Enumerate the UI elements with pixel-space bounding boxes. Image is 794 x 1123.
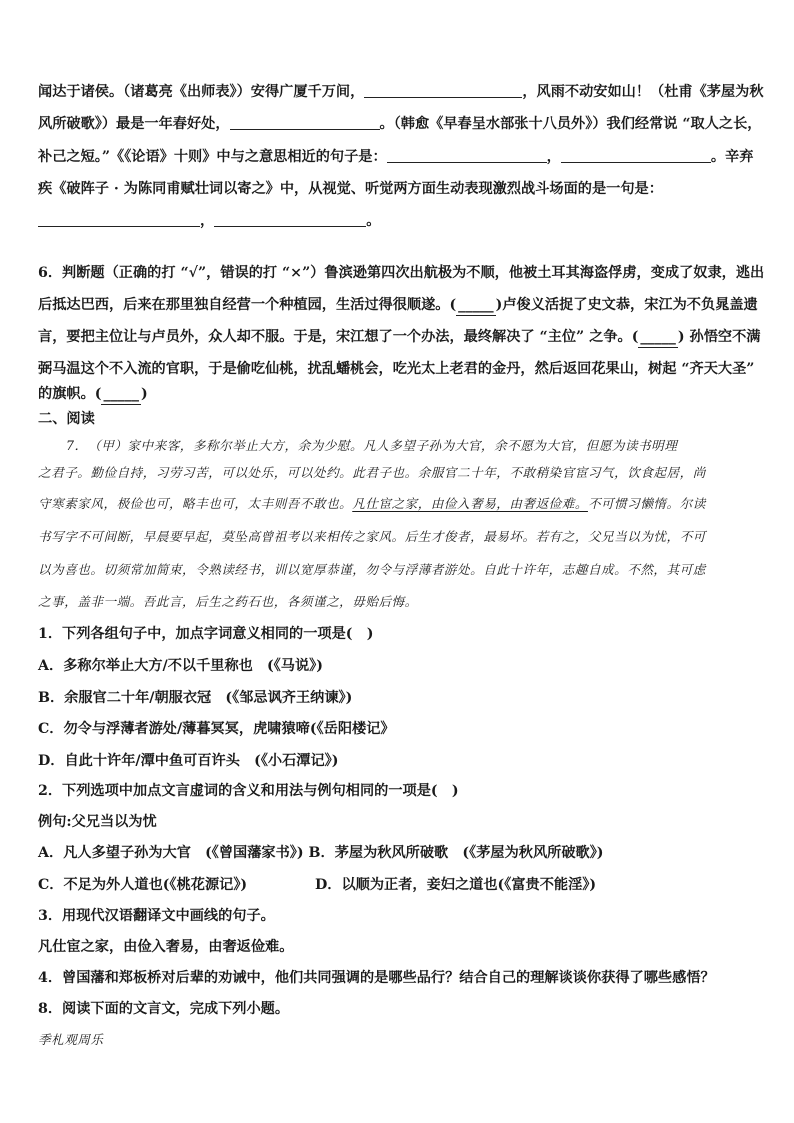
example-sentence: 例句:父兄当以为忧 bbox=[38, 814, 157, 830]
q6-line-4 bbox=[38, 359, 754, 379]
option-1c[interactable]: C．勿令与浮薄者游处/薄暮冥冥，虎啸猿啼(《岳阳楼记》 bbox=[38, 721, 395, 737]
fill-in-line-4 bbox=[38, 179, 663, 199]
answer-blank[interactable] bbox=[230, 115, 380, 130]
fill-in-text: 风所破歌》）最是一年春好处， bbox=[38, 116, 230, 132]
answer-paren[interactable]: _____ bbox=[101, 384, 140, 405]
q6-text: ) 孙悟空不满 bbox=[677, 329, 761, 345]
q6-text: 6．判断题（正确的打 “√”，错误的打 “×”）鲁滨逊第四次出航极为不顺，他被土耳其海盗俘虏，变成了奴隶，逃出 bbox=[38, 265, 765, 281]
passage-line-1: 7． （甲）家中来客，多称尔举止大方，余为少慰。凡人多望子孙为大官，余不愿为大官，但愿为读书明理 bbox=[66, 438, 678, 453]
question-8: 8．阅读下面的文言文，完成下列小题。 bbox=[38, 1001, 290, 1017]
q6-line-1 bbox=[38, 263, 764, 283]
passage-line-3 bbox=[38, 494, 706, 514]
passage-line-5: 以为喜也。切须常加简束，令熟读经书，训以宽厚恭谨，勿令与浮薄者游处。自此十许年，志趣自成。不然，其可虑 bbox=[38, 562, 706, 577]
fill-in-text: ，风雨不动安如山！（杜甫《茅屋为秋 bbox=[522, 84, 764, 100]
passage-line-6: 之事，盖非一端。吾此言，后生之药石也，各须谨之，毋贻后悔。 bbox=[38, 594, 418, 609]
answer-blank[interactable] bbox=[364, 83, 522, 98]
passage-text: 不可惯习懒惰。尔读 bbox=[587, 496, 706, 511]
option-2c[interactable]: C．不足为外人道也(《桃花源记》) bbox=[38, 877, 248, 893]
q6-text: 后抵达巴西，后来在那里独自经营一个种植园，生活过得很顺遂。( bbox=[38, 297, 457, 313]
question-2: 2．下列选项中加点文言虚词的含义和用法与例句相同的一项是( ) bbox=[38, 783, 459, 799]
q6-text: 弼马温这个不入流的官职，于是偷吃仙桃，扰乱蟠桃会，吃光太上老君的金丹，然后返回花果山，树起 “齐天大圣” bbox=[38, 361, 755, 377]
question-1: 1．下列各组句子中，加点字词意义相同的一项是( ) bbox=[38, 626, 374, 642]
answer-blank[interactable] bbox=[214, 212, 366, 227]
passage-line-4: 书写字不可间断，早晨要早起，莫坠高曾祖考以来相传之家风。后生才俊者，最易坏。若有之，父兄当以为忧，不可 bbox=[38, 529, 706, 544]
q6-text: 的旗帜。( bbox=[38, 386, 102, 402]
fill-in-text: 补己之短。”《《论语》十则》中与之意思相近的句子是： bbox=[38, 149, 387, 165]
fill-in-line-1 bbox=[38, 82, 764, 102]
option-1b[interactable]: B．余服官二十年/朝服衣冠 (《邹忌讽齐王纳谏》) bbox=[38, 690, 353, 706]
answer-blank[interactable] bbox=[38, 212, 200, 227]
answer-blank[interactable] bbox=[561, 148, 711, 163]
passage-line-2: 之君子。勤俭自持，习劳习苦，可以处乐，可以处约。此君子也。余服官二十年，不敢稍染官宦习气，饮食起居，尚 bbox=[38, 465, 706, 480]
option-2d[interactable]: D．以顺为正者，妾妇之道也(《富贵不能淫》) bbox=[315, 877, 597, 893]
underlined-sentence: 凡仕宦之家，由俭入奢易，由奢返俭难。 bbox=[352, 496, 588, 511]
question-3-sentence: 凡仕宦之家，由俭入奢易，由奢返俭难。 bbox=[38, 939, 294, 955]
q6-text: ) bbox=[140, 386, 148, 402]
q6-text: 言，要把主位让与卢员外，众人却不服。于是，宋江想了一个办法，最终解决了 “主位” 之争。( bbox=[38, 329, 639, 345]
question-3: 3．用现代汉语翻译文中画线的句子。 bbox=[38, 908, 275, 924]
q6-line-3 bbox=[38, 327, 760, 348]
section-heading: 二、阅读 bbox=[38, 411, 95, 427]
q6-text: )卢俊义活捉了史文恭，宋江为不负晁盖遗 bbox=[495, 297, 758, 313]
question-4: 4．曾国藩和郑板桥对后辈的劝诫中，他们共同强调的是哪些品行？结合自己的理解谈谈你获得了哪些感悟？ bbox=[38, 970, 715, 986]
passage-text: 守寒素家风，极俭也可，略丰也可，太丰则吾不敢也。 bbox=[38, 496, 353, 511]
answer-paren[interactable]: _____ bbox=[638, 327, 677, 348]
fill-in-text: ， bbox=[200, 213, 215, 229]
answer-paren[interactable]: _____ bbox=[456, 295, 495, 316]
fill-in-text: 。辛弃 bbox=[710, 149, 754, 165]
answer-blank[interactable] bbox=[387, 148, 547, 163]
q6-line-5 bbox=[38, 384, 148, 405]
fill-in-text: 。 bbox=[366, 213, 381, 229]
option-1d[interactable]: D．自此十许年/潭中鱼可百许头 (《小石潭记》) bbox=[38, 753, 339, 769]
option-1a[interactable]: A．多称尔举止大方/不以千里称也 (《马说》) bbox=[38, 658, 323, 674]
fill-in-line-2 bbox=[38, 114, 762, 134]
fill-in-text: 疾《破阵子 · 为陈同甫赋壮词以寄之》中，从视觉、听觉两方面生动表现激烈战斗场面的是一句是： bbox=[38, 181, 663, 197]
fill-in-text: 。（韩愈《早春呈水部张十八员外》）我们经常说 “取人之长， bbox=[379, 116, 762, 132]
option-2ab[interactable]: A．凡人多望子孙为大官 (《曾国藩家书》) B．茅屋为秋风所破歌 (《茅屋为秋风所破歌》) bbox=[38, 845, 604, 861]
q6-line-2 bbox=[38, 295, 758, 316]
fill-in-line-5 bbox=[38, 211, 380, 231]
fill-in-text: 闻达于诸侯。（诸葛亮《出师表》）安得广厦千万间， bbox=[38, 84, 365, 100]
fill-in-text: ， bbox=[546, 149, 561, 165]
fill-in-line-3 bbox=[38, 147, 753, 167]
passage-title: 季札观周乐 bbox=[38, 1032, 104, 1047]
